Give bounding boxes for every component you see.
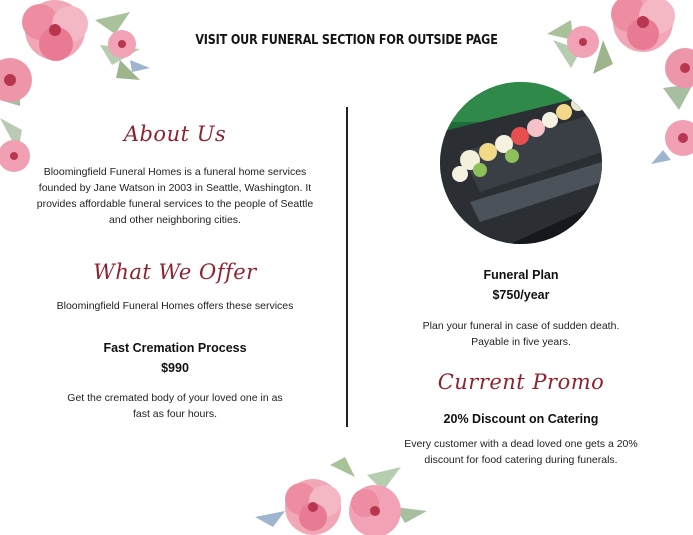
about-text: Bloomingfield Funeral Homes is a funeral home services founded by Jane Watson in 2003 in Seattle, Washington. It provides affordable funeral services to the people of Seattle and other neighboring cities. xyxy=(36,166,314,226)
service1-price: $990 xyxy=(161,361,189,375)
service1-name: Fast Cremation Process xyxy=(103,341,247,355)
flower-icon xyxy=(255,457,427,535)
promo-title: Current Promo xyxy=(437,370,605,394)
offer-intro: Bloomingfield Funeral Homes offers these services xyxy=(56,300,294,312)
service1-desc: Get the cremated body of your loved one in as fast as four hours. xyxy=(67,392,283,420)
casket-photo xyxy=(440,82,602,244)
promo-desc: Every customer with a dead loved one gets a 20% discount for food catering during funerals. xyxy=(404,438,638,466)
about-title: About Us xyxy=(123,122,227,146)
service2-desc: Plan your funeral in case of sudden death. Payable in five years. xyxy=(422,320,620,348)
column-divider xyxy=(346,107,348,427)
offer-title: What We Offer xyxy=(93,260,257,284)
promo-name: 20% Discount on Catering xyxy=(443,412,599,426)
floral-top-left xyxy=(0,0,160,190)
page-banner[interactable]: VISIT OUR FUNERAL SECTION FOR OUTSIDE PAGE xyxy=(195,33,498,48)
service2-price: $750/year xyxy=(492,288,550,302)
flower-icon xyxy=(0,0,150,172)
service2-name: Funeral Plan xyxy=(483,268,559,282)
